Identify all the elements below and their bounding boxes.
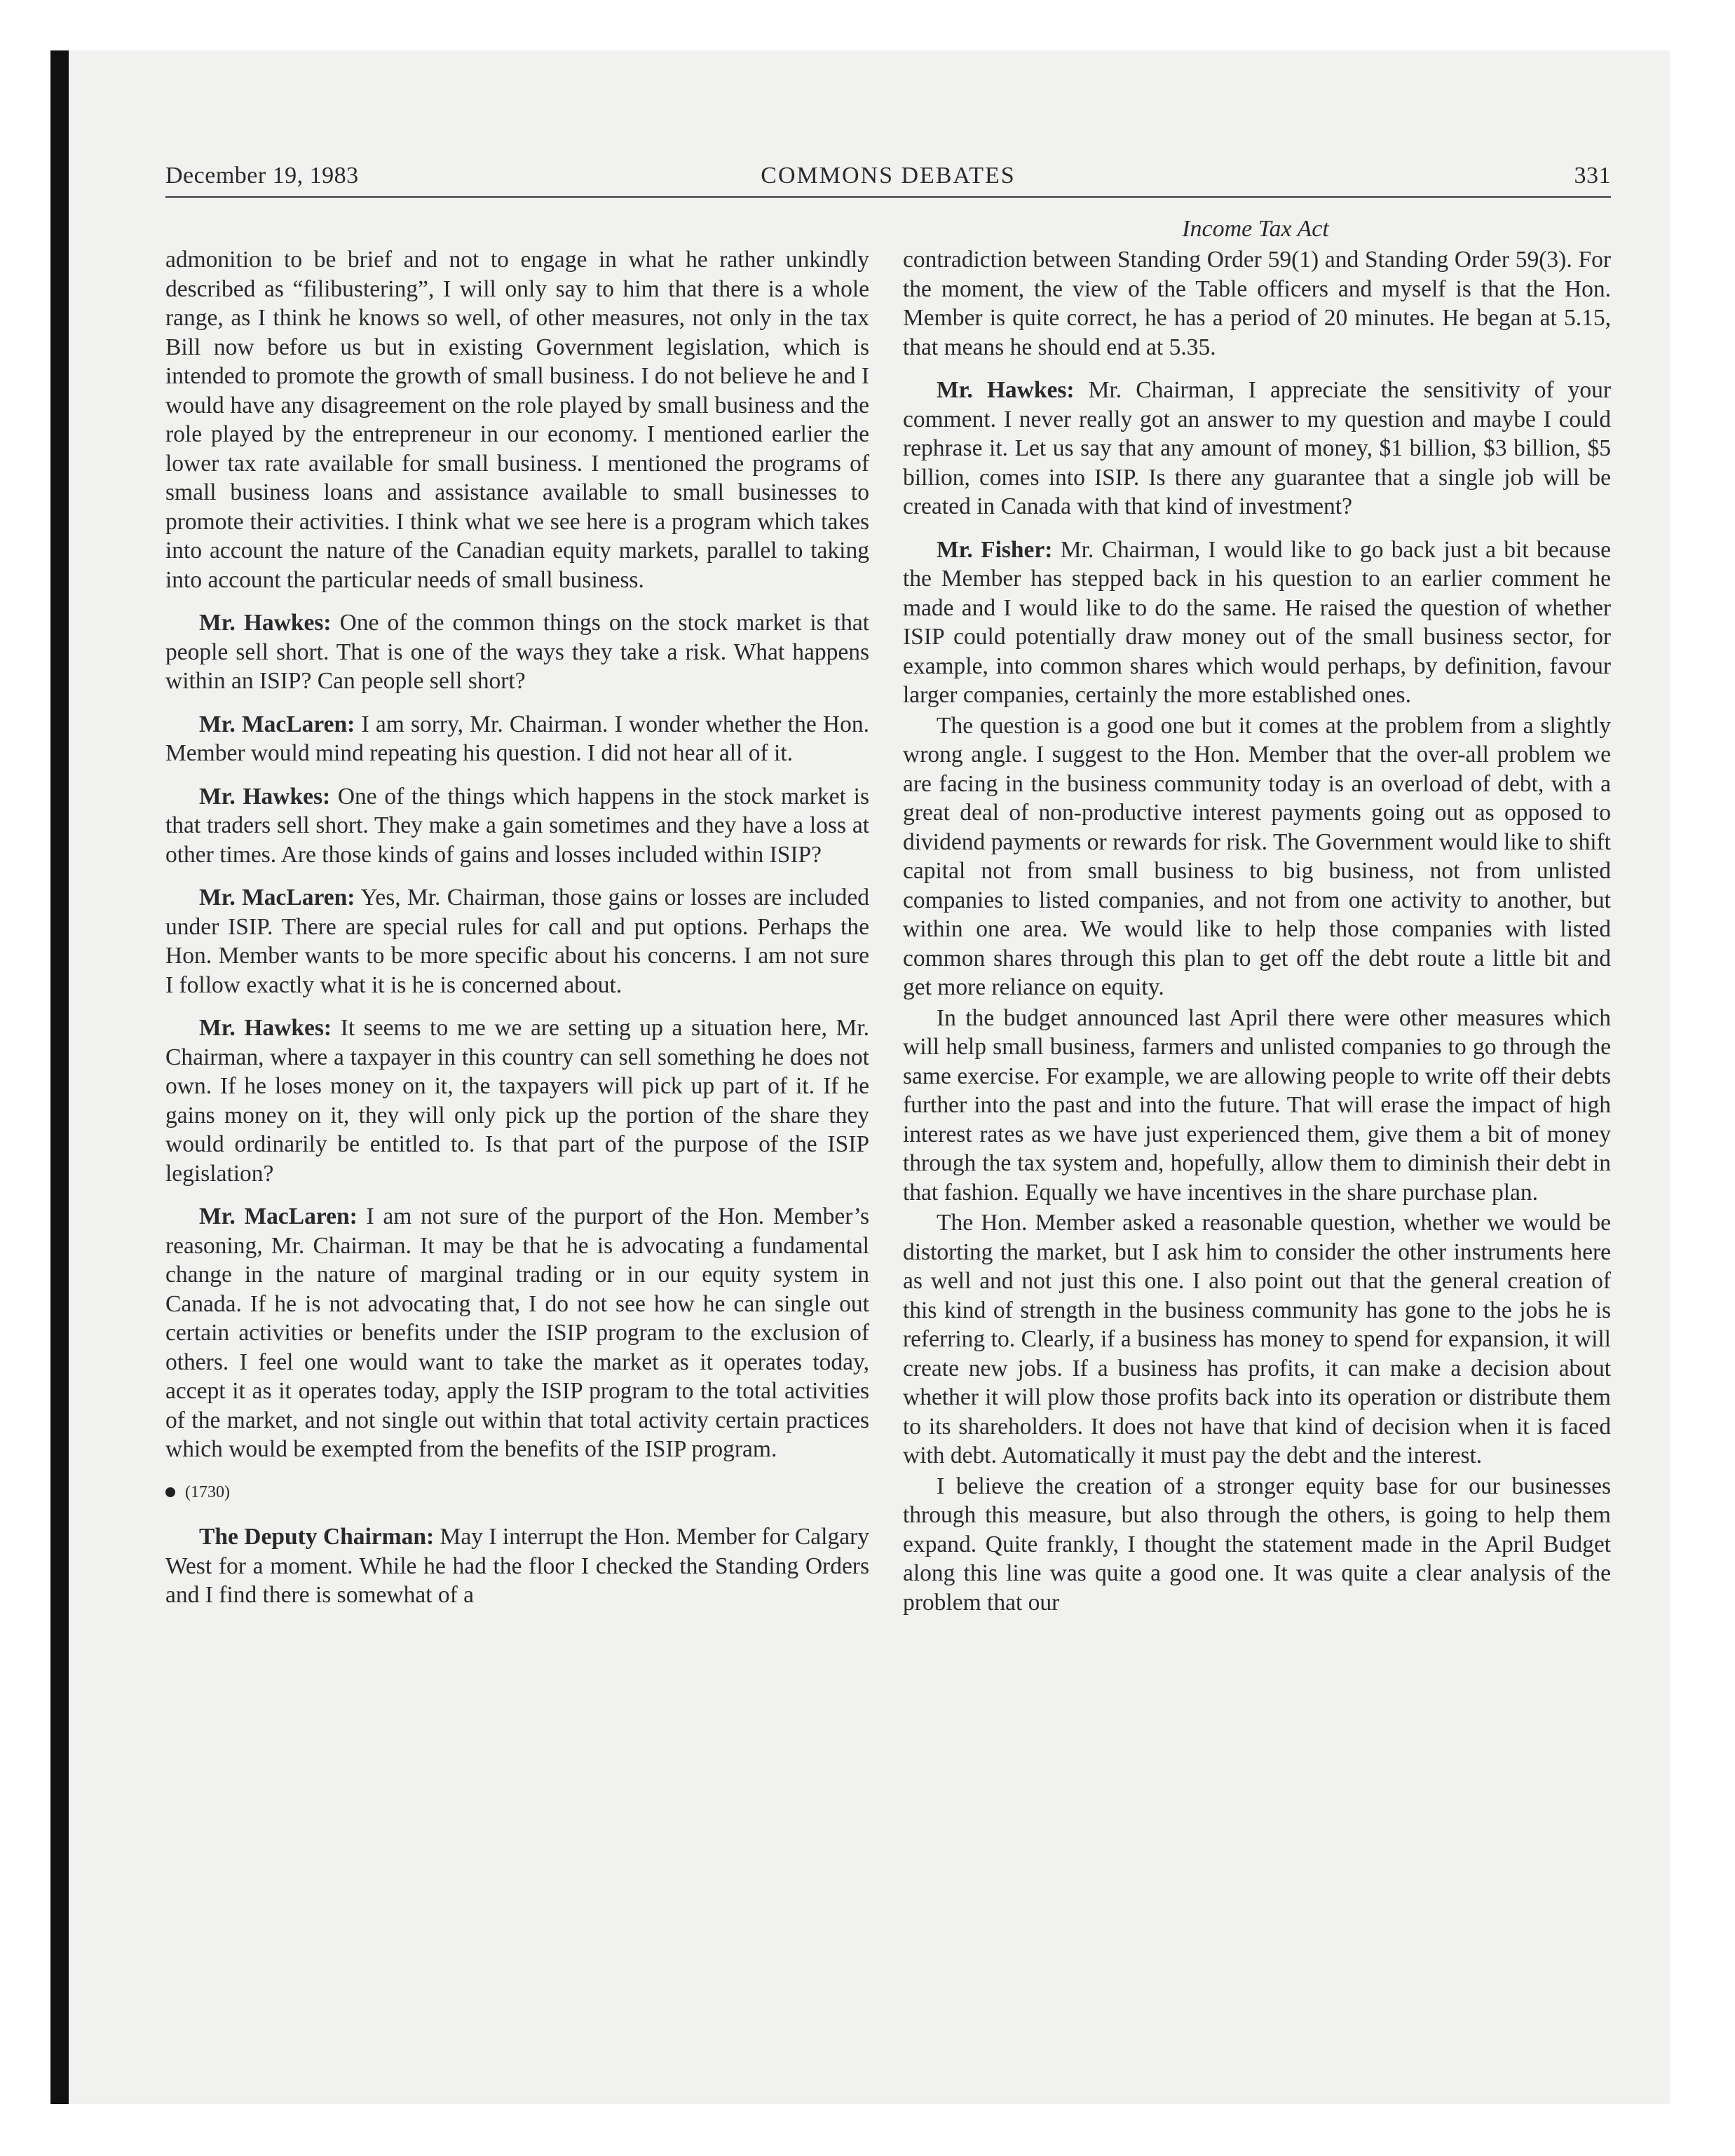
right-paragraph-4: The question is a good one but it comes at the problem from a slightly wrong angle. I suggest to the Hon. Member that the over-all problem we are facing in the business community today is an overload of debt, with a great deal of non-productive interest payments going out as opposed to dividend payments or rewards for risk. The Government would like to shift capital not from small business to big business, not from unlisted companies to listed companies, and not from one activity to another, but within one area. We would like to help those companies with listed common shares through this plan to get off the debt route a little bit and get more reliance on equity. [903,712,1611,1000]
speaker-name: Mr. Hawkes: [199,1015,332,1041]
speech-text: Mr. Chairman, I appreciate the sensitivity of your comment. I never really got an answer to my question and maybe I could rephrase it. Let us say that any amount of money, $1 billion, $3 billion, $5 billion, comes into ISIP. Is there any guarantee that a single job will be created in Canada with that kind of investment? [903,377,1611,519]
left-paragraph-7 [165,1202,869,1464]
speaker-name: Mr. Hawkes: [199,783,331,810]
book-spine-shadow [50,50,69,2104]
speech-text: Yes, Mr. Chairman, those gains or losses are included under ISIP. There are special rules for call and put options. Perhaps the Hon. Member wants to be more specific about his concerns. I am not sure I follow exactly what it is he is concerned about. [165,885,869,998]
speech-text: One of the common things on the stock market is that people sell short. That is one of the ways they take a risk. What happens within an ISIP? Can people sell short? [165,610,869,694]
header-rule [165,196,1611,198]
left-paragraph-3 [165,710,869,768]
section-title: Income Tax Act [1182,216,1329,242]
document-page [165,160,1611,1982]
speaker-name: The Deputy Chairman: [199,1524,435,1550]
right-paragraph-2 [903,376,1611,521]
left-paragraph-2 [165,608,869,696]
right-paragraph-5: In the budget announced last April there were other measures which will help small business, farmers and unlisted companies to go through the same exercise. For example, we are allowing people to write off their debts further into the past and into the future. That will erase the impact of high interest rates as we have just experienced them, give them a bit of money through the tax system and, hopefully, allow them to diminish their debt in that fashion. Equally we have incentives in the share purchase plan. [903,1004,1611,1206]
time-marker [165,1478,869,1508]
speech-text: May I interrupt the Hon. Member for Calgary West for a moment. While he had the floor I checked the Standing Orders and I find there is somewhat of a [165,1524,869,1608]
speaker-name: Mr. MacLaren: [199,711,355,737]
speech-text: I am sorry, Mr. Chairman. I wonder whether the Hon. Member would mind repeating his question. I did not hear all of it. [165,711,869,766]
left-paragraph-5 [165,883,869,999]
speaker-name: Mr. Fisher: [937,536,1053,563]
left-paragraph-6 [165,1014,869,1188]
header-page-number: 331 [1574,163,1611,189]
speaker-name: Mr. Hawkes: [199,610,332,636]
speaker-name: Mr. MacLaren: [199,1203,358,1229]
right-paragraph-3 [903,535,1611,710]
speaker-name: Mr. Hawkes: [937,377,1075,403]
left-paragraph-4 [165,782,869,870]
bullet-icon [165,1487,175,1497]
running-header [165,160,1611,196]
right-column [903,245,1611,1618]
right-paragraph-6: The Hon. Member asked a reasonable question, whether we would be distorting the market, but I ask him to consider the other instruments here as well and not just this one. I also point out that the general creation of this kind of strength in the business community has gone to the jobs he is referring to. Clearly, if a business has money to spend for expansion, it will create new jobs. If a business has profits, it can make a decision about whether it will plow those profits back into its operation or distribute them to its shareholders. It does not have that kind of decision when it is faced with debt. Automatically it must pay the debt and the interest. [903,1210,1611,1468]
left-paragraph-8 [165,1522,869,1610]
header-date: December 19, 1983 [165,163,359,189]
right-paragraph-1: contradiction between Standing Order 59(1) and Standing Order 59(3). For the moment, the view of the Table officers and myself is that the Hon. Member is quite correct, he has a period of 20 minutes. He began at 5.15, that means he should end at 5.35. [903,247,1611,360]
speech-text: One of the things which happens in the stock market is that traders sell short. They make a gain sometimes and they have a loss at other times. Are those kinds of gains and losses included within ISIP? [165,783,869,868]
speech-text: It seems to me we are setting up a situation here, Mr. Chairman, where a taxpayer in this country can sell something he does not own. If he loses money on it, the taxpayers will pick up part of it. If he gains money on it, they will only pick up the portion of the share they would ordinarily be entitled to. Is that part of the purpose of the ISIP legislation? [165,1015,870,1187]
header-publication: COMMONS DEBATES [761,163,1016,189]
speech-text: I am not sure of the purport of the Hon. Member’s reasoning, Mr. Chairman. It may be that he is advocating a fundamental change in the nature of marginal trading or in our equity system in Canada. If he is not advocating that, I do not see how he can single out certain activities or benefits under the ISIP program to the exclusion of others. I feel one would want to take the market as it operates today, accept it as it operates today, apply the ISIP program to the total activities of the market, and not single out within that total activity certain practices which would be exempted from the benefits of the ISIP program. [165,1203,869,1462]
right-paragraph-7: I believe the creation of a stronger equity base for our businesses through this measure, but also through the others, is going to help them expand. Quite frankly, I thought the statement made in the April Budget along this line was quite a good one. It was quite a clear analysis of the problem that our [903,1473,1611,1616]
time-marker-text: (1730) [185,1482,230,1501]
left-paragraph-1: admonition to be brief and not to engage in what he rather unkindly described as “filibustering”, I will only say to him that there is a whole range, as I think he knows so well, of other measures, not only in the tax Bill now before us but in existing Government legislation, which is intended to promote the growth of small business. I do not believe he and I would have any disagreement on the role played by small business and the role played by the entrepreneur in our economy. I mentioned earlier the lower tax rate available for small business. I mentioned the programs of small business loans and assistance available to small businesses to promote their activities. I think what we see here is a program which takes into account the nature of the Canadian equity markets, parallel to taking into account the particular needs of small business. [165,247,869,593]
speaker-name: Mr. MacLaren: [199,885,355,910]
speech-text: Mr. Chairman, I would like to go back just a bit because the Member has stepped back in his question to an earlier comment he made and I would like to do the same. He raised the question of whether ISIP could potentially draw money out of the small business sector, for example, into common shares which would perhaps, by definition, favour larger companies, certainly the more established ones. [903,536,1612,708]
left-column [165,245,869,1624]
